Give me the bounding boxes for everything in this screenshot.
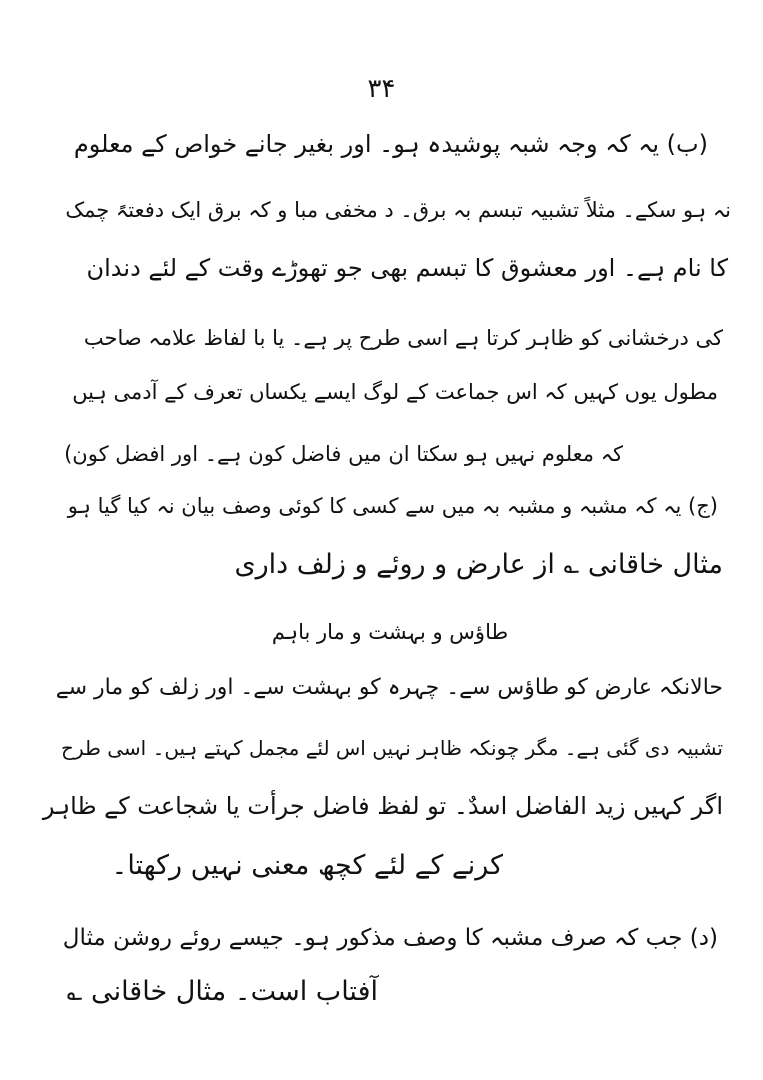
text-line-6: کہ معلوم نہیں ہو سکتا ان میں فاضل کون ہے۔ اور افضل کون): [64, 442, 623, 466]
text-line-11: تشبیہ دی گئی ہے۔ مگر چونکہ ظاہر نہیں اس لئے مجمل کہتے ہیں۔ اسی طرح: [61, 736, 723, 760]
text-line-3: کا نام ہے۔ اور معشوق کا تبسم بھی جو تھوڑے وقت کے لئے دندان: [86, 254, 728, 282]
text-line-12: اگر کہیں زید الفاضل اسدٌ۔ تو لفظ فاضل جرأت یا شجاعت کے ظاہر: [42, 792, 723, 820]
text-line-13: کرنے کے لئے کچھ معنی نہیں رکھتا۔: [111, 850, 503, 881]
text-line-14: (د) جب کہ صرف مشبہ کا وصف مذکور ہو۔ جیسے روئے روشن مثال: [62, 925, 718, 951]
text-line-15: آفتاب است۔ مثال خاقانی ؎: [66, 976, 378, 1007]
text-line-2: نہ ہو سکے۔ مثلاً تشبیہ تبسم بہ برق۔ د مخفی مبا و کہ برق ایک دفعتہً چمک: [65, 198, 731, 222]
text-line-7: (ج) یہ کہ مشبہ و مشبہ بہ میں سے کسی کا کوئی وصف بیان نہ کیا گیا ہو: [67, 494, 718, 518]
text-line-9: طاؤس و بہشت و مار باہم: [271, 620, 509, 644]
text-line-8: مثال خاقانی ؎ از عارض و روئے و زلف داری: [234, 549, 723, 580]
text-line-4: کی درخشانی کو ظاہر کرتا ہے اسی طرح پر ہے۔ یا با لفاظ علامہ صاحب: [83, 326, 723, 350]
text-line-10: حالانکہ عارض کو طاؤس سے۔ چہرہ کو بہشت سے۔ اور زلف کو مار سے: [55, 675, 723, 700]
text-line-1: (ب) یہ کہ وجہ شبہ پوشیدہ ہو۔ اور بغیر جانے خواص کے معلوم: [73, 130, 708, 158]
text-line-5: مطول یوں کہیں کہ اس جماعت کے لوگ ایسے یکساں تعرف کے آدمی ہیں: [72, 380, 718, 404]
page-number: ۳۴: [367, 74, 396, 104]
